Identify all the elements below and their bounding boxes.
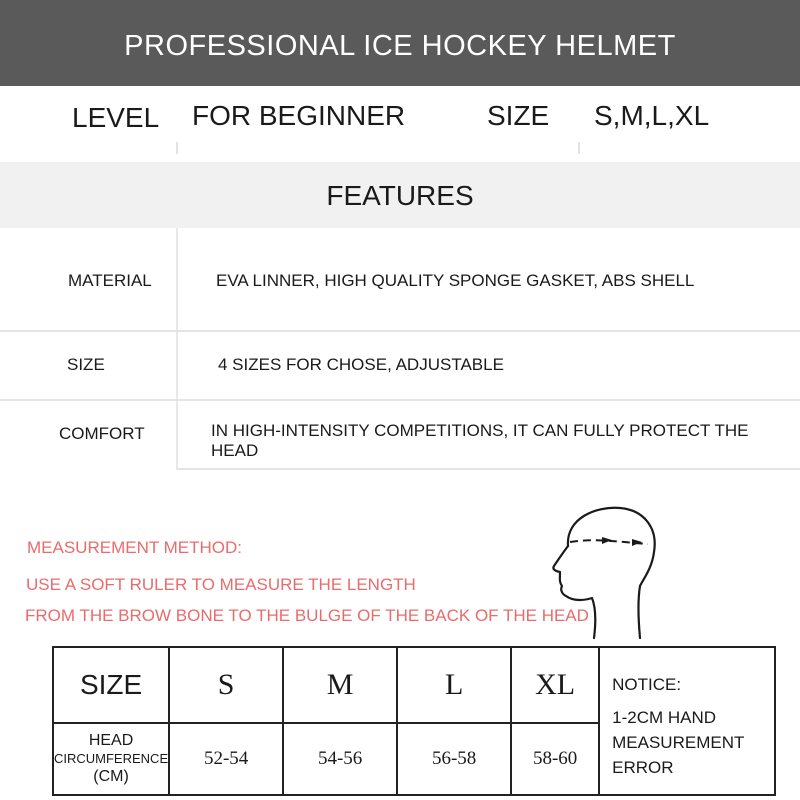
size-header-row — [53, 647, 775, 723]
features-row-divider — [176, 468, 800, 470]
circumference-value-m: 54-56 — [283, 723, 397, 795]
level-label: LEVEL — [72, 102, 160, 133]
features-column-divider — [176, 228, 178, 470]
page-title: PROFESSIONAL ICE HOCKEY HELMET — [124, 30, 676, 62]
measurement-title: MEASUREMENT METHOD: — [27, 538, 243, 557]
size-column-s: S — [169, 647, 283, 723]
level-value: FOR BEGINNER — [192, 100, 406, 131]
size-column-xl: XL — [511, 647, 599, 723]
notice-line: 1-2CM HAND — [612, 708, 717, 728]
notice-line: ERROR — [612, 758, 674, 778]
size-column-l: L — [397, 647, 511, 723]
size-chart-table — [52, 646, 776, 796]
size-label: SIZE — [487, 100, 550, 131]
circumference-value-l: 56-58 — [397, 723, 511, 795]
divider — [578, 142, 580, 154]
circumference-label-top: HEAD — [88, 731, 134, 749]
size-column-m: M — [283, 647, 397, 723]
head-measurement-icon — [540, 498, 670, 644]
circumference-value-xl: 58-60 — [511, 723, 599, 795]
feature-value-comfort: IN HIGH-INTENSITY COMPETITIONS, IT CAN FULLY PROTECT THE HEAD — [211, 421, 749, 460]
feature-label-size: SIZE — [67, 355, 105, 374]
measurement-line-1: USE A SOFT RULER TO MEASURE THE LENGTH — [26, 575, 416, 594]
feature-value-material: EVA LINNER, HIGH QUALITY SPONGE GASKET, ABS SHELL — [216, 271, 695, 290]
features-row-divider — [0, 399, 800, 401]
feature-label-material: MATERIAL — [68, 271, 152, 290]
notice-line: MEASUREMENT — [612, 733, 745, 753]
size-header-cell: SIZE — [53, 647, 169, 723]
notice-title: NOTICE: — [612, 675, 682, 694]
measurement-line-2: FROM THE BROW BONE TO THE BULGE OF THE BACK OF THE HEAD — [25, 606, 589, 625]
feature-label-comfort: COMFORT — [59, 424, 145, 443]
feature-value-size: 4 SIZES FOR CHOSE, ADJUSTABLE — [218, 355, 504, 374]
divider — [176, 142, 178, 154]
circumference-value-s: 52-54 — [169, 723, 283, 795]
circumference-label-bottom: (CM) — [93, 768, 129, 786]
notice-cell — [599, 647, 775, 795]
features-row-divider — [0, 330, 800, 332]
circumference-label-mid: CIRCUMFERENCE — [54, 750, 169, 766]
circumference-label-cell — [53, 723, 169, 795]
features-heading: FEATURES — [326, 180, 474, 211]
size-value: S,M,L,XL — [594, 100, 710, 131]
